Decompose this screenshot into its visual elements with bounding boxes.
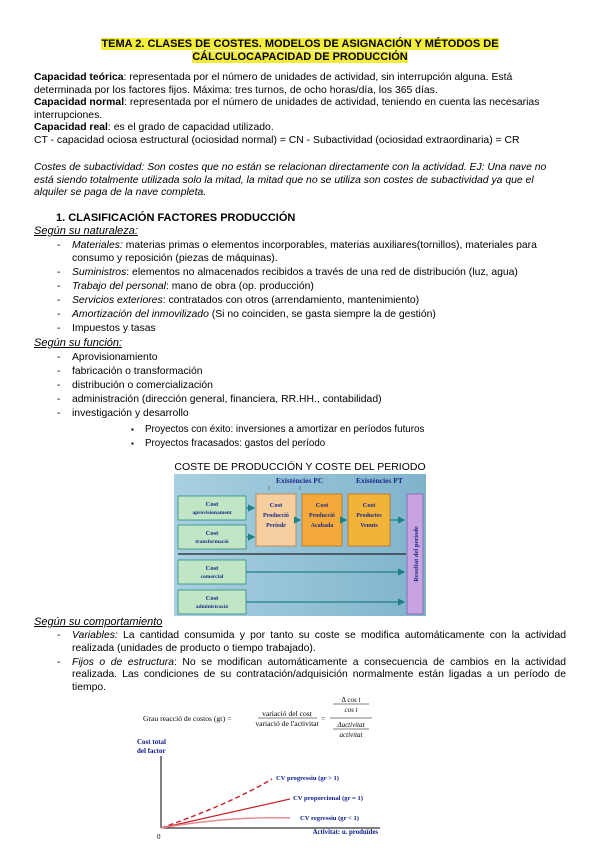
svg-text:Cost: Cost — [205, 530, 219, 537]
formula-act: activitat — [339, 731, 363, 739]
svg-text:aprovisionament: aprovisionament — [192, 510, 232, 516]
formula-denominator: variació de l'activitat — [255, 719, 319, 728]
series-line-regressiu — [161, 818, 290, 828]
subactividad-note: Costes de subactividad: Son costes que no están se relacionan directamente con la actividad. EJ: Una nave no está siendo totalmente utilizada solo la mitad, la mitad que no se utiliza son costes de subactividad ya que el alquiler se paga de la nave completa. — [34, 162, 547, 199]
series-label-progressiu: CV progressiu (gr > 1) — [276, 775, 339, 782]
list-item: - investigación y desarrollo — [58, 408, 566, 421]
formula-equals: = — [321, 714, 326, 723]
funcion-list — [58, 352, 566, 422]
box-comercial — [178, 560, 246, 584]
formula-lhs: Grau reacció de costos (gr) = — [143, 714, 232, 723]
capacidad-real: Capacidad real: es el grado de capacidad utilizado. — [34, 122, 274, 134]
box-aprovisionament — [178, 496, 246, 520]
svg-text:Cost: Cost — [269, 502, 283, 509]
list-item: - distribución o comercialización — [58, 380, 566, 393]
section-heading: 1. CLASIFICACIÓN FACTORES PRODUCCIÓN — [56, 212, 296, 224]
svg-text:Acabada: Acabada — [310, 523, 334, 529]
list-item: - Servicios exteriores: contratados con otros (arrendamiento, mantenimiento) — [58, 295, 566, 308]
formula-delta-act: Δactivitat — [337, 721, 365, 729]
svg-text:Cost: Cost — [205, 595, 219, 602]
svg-text:Cost: Cost — [205, 501, 219, 508]
svg-text:Cost: Cost — [362, 502, 376, 509]
list-item: - Aprovisionamiento — [58, 352, 566, 365]
svg-text:administració: administració — [195, 604, 229, 610]
formula-cost: cos t — [344, 706, 358, 714]
list-item: ▪ Proyectos fracasados: gastos del período — [131, 438, 424, 451]
comportamiento-list — [58, 630, 566, 696]
list-item: - Amortización del inmovilizado (Si no coinciden, se gasta siempre la de gestión) — [58, 309, 566, 322]
list-item: - fabricación o transformación — [58, 366, 566, 379]
list-item: - Variables: La cantidad consumida y por tanto su coste se modifica automáticamente con la actividad realizada (unidades de producto o tiempo trabajado). — [58, 630, 566, 655]
title-line-1: TEMA 2. CLASES DE COSTES. MODELOS DE ASIGNACIÓN Y MÉTODOS DE — [101, 38, 499, 50]
naturaleza-list — [58, 240, 566, 337]
list-item: - administración (dirección general, financiera, RR.HH., contabilidad) — [58, 394, 566, 407]
svg-text:Cost: Cost — [205, 565, 219, 572]
list-item: - Suministros: elementos no almacenados recibidos a través de una red de distribución (luz, agua) — [58, 267, 566, 280]
capacity-formula: CT - capacidad ociosa estructural (ociosidad normal) = CN - Subactividad (ociosidad extraordinaria) = CR — [34, 134, 520, 146]
resultat-label: Resultat del període — [413, 526, 420, 582]
comportamiento-heading: Según su comportamiento — [34, 616, 163, 628]
box-administracio — [178, 590, 246, 614]
box-transformacio — [178, 525, 246, 549]
document-title — [34, 38, 566, 63]
funcion-sublist — [131, 424, 424, 452]
list-item: - Materiales: materias primas o elementos incorporables, materias auxiliares(tornillos), materiales para consumo y reposición (piezas de máquinas). — [58, 240, 566, 265]
series-label-regressiu: CV regressiu (gr < 1) — [300, 815, 359, 822]
svg-text:Productes: Productes — [356, 513, 382, 519]
formula-numerator: variació del cost — [262, 709, 312, 718]
naturaleza-heading: Según su naturaleza: — [34, 225, 138, 237]
formula-delta-cost: Δ cos t — [341, 696, 361, 704]
svg-text:Producció: Producció — [309, 513, 335, 519]
chart-ylabel-1: Cost total — [137, 738, 166, 746]
series-label-proporcional: CV proporcional (gr = 1) — [293, 795, 363, 802]
list-item: - Impuestos y tasas — [58, 323, 566, 336]
origin-label: 0 — [157, 833, 161, 841]
existencias-pc-label: Existències PC — [276, 476, 324, 485]
list-item: - Fijos o de estructura: No se modifican automáticamente a consecuencia de cambios en la actividad realizada. Las condiciones de su contratación/adquisición normalmente están ligadas a un período de tiempo. — [58, 657, 566, 695]
list-item: ▪ Proyectos con éxito: inversiones a amortizar en períodos futuros — [131, 424, 424, 437]
capacidad-normal: Capacidad normal: representada por el número de unidades de actividad, teniendo en cuenta las necesarias interrupciones. — [34, 97, 540, 121]
svg-text:Venuts: Venuts — [360, 523, 378, 529]
svg-text:comercial: comercial — [200, 574, 224, 580]
chart-ylabel-2: del factor — [137, 747, 166, 755]
cost-flow-diagram — [174, 474, 426, 616]
funcion-heading: Según su función: — [34, 337, 123, 349]
svg-text:transformació: transformació — [195, 539, 229, 545]
svg-text:Producció: Producció — [263, 513, 289, 519]
chart-xlabel: Activitat: u. produïdes — [312, 829, 378, 836]
capacity-definitions — [34, 72, 568, 148]
diagram-caption: COSTE DE PRODUCCIÓN Y COSTE DEL PERIODO — [174, 461, 426, 473]
existencias-pt-label: Existències PT — [356, 476, 403, 485]
title-line-2: CÁLCULOCAPACIDAD DE PRODUCCIÓN — [192, 50, 408, 63]
list-item: - Trabajo del personal: mano de obra (op. producción) — [58, 281, 566, 294]
capacidad-teorica: Capacidad teórica: representada por el número de unidades de actividad, sin interrupción alguna. Está determinada por los factores fijos. Máxima: tres turnos, de ocho horas/día, los 365 días. — [34, 72, 513, 96]
svg-text:Cost: Cost — [315, 502, 329, 509]
svg-text:Període: Període — [266, 523, 286, 529]
cost-behaviour-chart — [137, 694, 408, 844]
